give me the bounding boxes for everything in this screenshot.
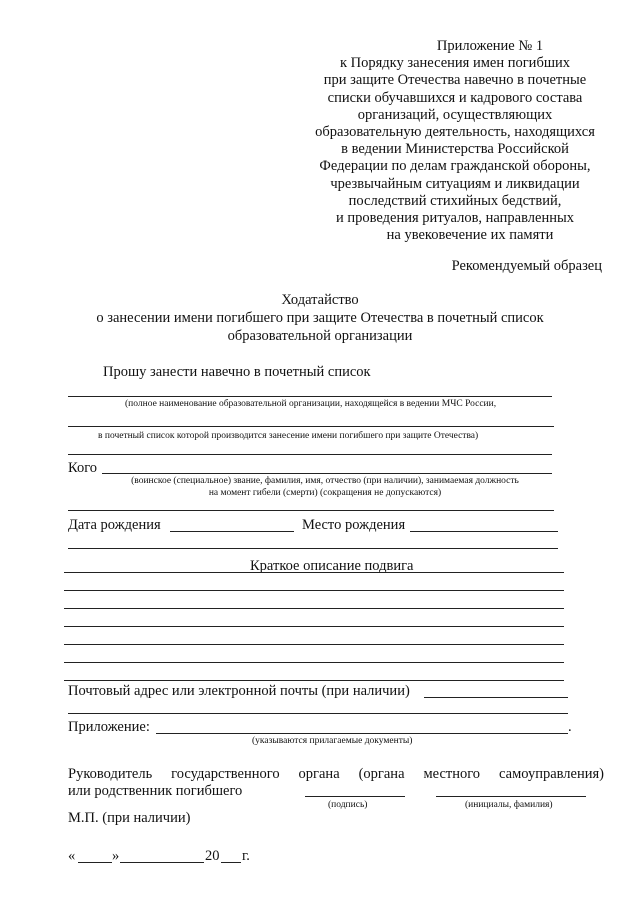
sample-note: Рекомендуемый образец	[451, 258, 602, 274]
who-line-top[interactable]	[68, 454, 552, 455]
feat-line[interactable]	[64, 680, 564, 681]
appendix-line: чрезвычайным ситуациям и ликвидации	[330, 175, 580, 192]
attachment-line[interactable]	[156, 733, 568, 734]
date-month-line[interactable]	[120, 862, 204, 863]
signer-role-line	[68, 765, 604, 783]
date-open-quote: «	[68, 848, 76, 864]
address-line[interactable]	[424, 697, 568, 698]
feat-line[interactable]	[64, 608, 564, 609]
signer-relative: или родственник погибшего	[68, 783, 243, 799]
feat-line[interactable]	[64, 644, 564, 645]
appendix-line: последствий стихийных бедствий,	[348, 192, 562, 209]
title-line: о занесении имени погибшего при защите Отечества в почетный список	[96, 310, 544, 326]
feat-line[interactable]	[64, 572, 564, 573]
appendix-line: образовательную деятельность, находящихся	[315, 124, 595, 141]
who-label: Кого	[68, 460, 98, 476]
request-text: Прошу занести навечно в почетный список	[103, 364, 371, 380]
feat-line[interactable]	[64, 662, 564, 663]
address-line-extra[interactable]	[68, 713, 568, 714]
who-line[interactable]	[102, 473, 552, 474]
signer-word: (органа	[358, 766, 405, 782]
signature-hint: (подпись)	[328, 800, 368, 810]
signer-word: Руководитель	[68, 766, 153, 782]
appendix-header	[290, 38, 620, 244]
org-name-line-1[interactable]	[68, 396, 552, 397]
stamp-label: М.П. (при наличии)	[68, 810, 191, 826]
date-day-line[interactable]	[78, 862, 112, 863]
org-list-hint: в почетный список которой производится занесение имени погибшего при защите Отечества)	[98, 431, 479, 441]
name-hint: (инициалы, фамилия)	[465, 800, 553, 810]
birth-place-label: Место рождения	[302, 517, 406, 533]
date-close-quote: »	[112, 848, 120, 864]
title-line: Ходатайство	[281, 292, 359, 308]
signature-line[interactable]	[305, 796, 405, 797]
appendix-line: Федерации по делам гражданской обороны,	[319, 158, 591, 175]
appendix-line: к Порядку занесения имен погибших	[339, 55, 570, 72]
who-hint	[90, 475, 560, 499]
who-line-bottom[interactable]	[68, 510, 554, 511]
date-year-line[interactable]	[221, 862, 241, 863]
org-name-line-2[interactable]	[68, 426, 554, 427]
feat-line[interactable]	[64, 590, 564, 591]
feat-label: Краткое описание подвига	[250, 558, 414, 574]
date-year-suffix: г.	[242, 848, 250, 864]
signer-word: местного	[423, 766, 481, 782]
address-label: Почтовый адрес или электронной почты (при наличии)	[68, 683, 410, 699]
attachment-hint: (указываются прилагаемые документы)	[252, 736, 413, 746]
signer-word: самоуправления)	[499, 766, 604, 782]
who-hint-line: (воинское (специальное) звание, фамилия, имя, отчество (при наличии), занимаемая должность	[131, 476, 519, 486]
appendix-line: организаций, осуществляющих	[357, 106, 553, 123]
appendix-line: списки обучавшихся и кадрового состава	[327, 89, 583, 106]
attachment-end: .	[568, 719, 572, 735]
appendix-line: и проведения ритуалов, направленных	[336, 210, 574, 227]
appendix-line: Приложение № 1	[436, 38, 544, 54]
appendix-line: при защите Отечества навечно в почетные	[323, 72, 587, 89]
title-line: образовательной организации	[227, 328, 413, 344]
signer-word: государственного	[171, 766, 280, 782]
birth-date-label: Дата рождения	[68, 517, 161, 533]
who-hint-line: на момент гибели (смерти) (сокращения не допускаются)	[208, 488, 442, 498]
org-name-hint: (полное наименование образовательной организации, находящейся в ведении МЧС России,	[125, 399, 497, 409]
appendix-line: на увековечение их памяти	[386, 227, 554, 244]
date-year-prefix: 20	[205, 848, 220, 864]
birth-place-line[interactable]	[410, 531, 558, 532]
feat-line[interactable]	[64, 626, 564, 627]
birth-line-extra[interactable]	[68, 548, 558, 549]
attachment-label: Приложение:	[68, 719, 150, 735]
name-line[interactable]	[436, 796, 586, 797]
signer-word: органа	[298, 766, 340, 782]
appendix-line: в ведении Министерства Российской	[341, 141, 569, 158]
birth-date-line[interactable]	[170, 531, 294, 532]
doc-title	[40, 291, 600, 345]
